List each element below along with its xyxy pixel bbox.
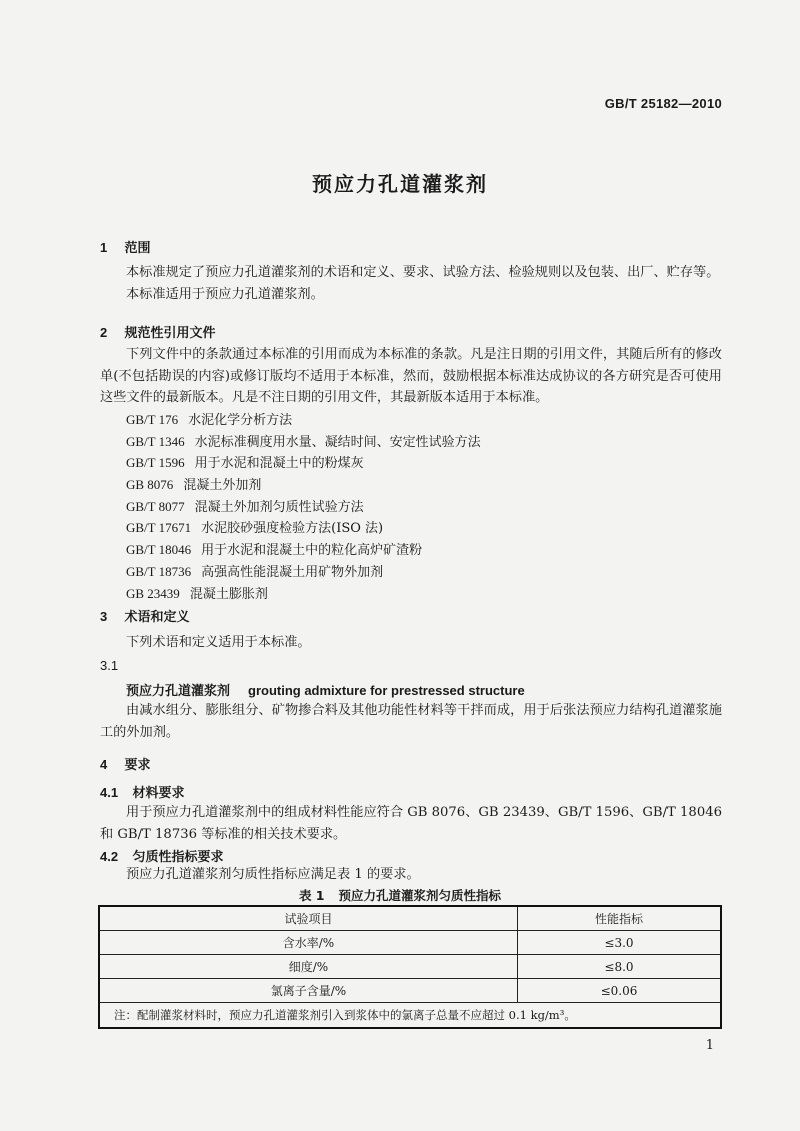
- reference-title: 水泥胶砂强度检验方法(ISO 法): [201, 521, 384, 537]
- section-title: 规范性引用文件: [124, 326, 216, 341]
- page-number: 1: [705, 1038, 714, 1053]
- properties-table: [98, 905, 722, 1029]
- reference-title: 水泥标准稠度用水量、凝结时间、安定性试验方法: [194, 434, 481, 450]
- reference-item: [126, 474, 481, 496]
- reference-title: 混凝土膨胀剂: [189, 586, 268, 602]
- reference-item: [126, 517, 481, 539]
- reference-item: [126, 409, 481, 431]
- subsection-4-2-text: 预应力孔道灌浆剂匀质性指标应满足表 1 的要求。: [126, 867, 420, 882]
- table-cell: ≤0.06: [518, 979, 722, 1003]
- section-1-paragraph-2: 本标准适用于预应力孔道灌浆剂。: [126, 287, 324, 302]
- subsection-4-1-text: 用于预应力孔道灌浆剂中的组成材料性能应符合 GB 8076、GB 23439、GB/T 1596、GB/T 18046 和 GB/T 18736 等标准的相关技术要求。: [100, 805, 722, 842]
- term-definition: 由减水组分、膨胀组分、矿物掺合料及其他功能性材料等干拌而成，用于后张法预应力结构孔道灌浆施工的外加剂。: [100, 703, 722, 740]
- reference-code: GB 23439: [126, 585, 180, 601]
- reference-code: GB/T 18736: [126, 563, 192, 579]
- section-3-heading: [100, 606, 190, 625]
- subsection-4-1-heading: [100, 782, 185, 801]
- reference-title: 水泥化学分析方法: [188, 413, 293, 428]
- table-cell: 细度/%: [99, 955, 518, 979]
- section-1-paragraph-1: 本标准规定了预应力孔道灌浆剂的术语和定义、要求、试验方法、检验规则以及包装、出厂、贮存等。: [126, 265, 720, 280]
- term-heading: [126, 680, 525, 699]
- table-row: [99, 955, 721, 979]
- table-caption: [0, 886, 800, 904]
- reference-title: 用于水泥和混凝土中的粒化高炉矿渣粉: [201, 543, 423, 559]
- section-title: 要求: [124, 758, 151, 773]
- section-2-heading: [100, 322, 216, 341]
- table-row: [99, 931, 721, 955]
- section-number: 3: [100, 609, 108, 624]
- table-row: [99, 979, 721, 1003]
- reference-item: [126, 452, 481, 474]
- reference-code: GB 8076: [126, 477, 174, 493]
- section-3-intro: 下列术语和定义适用于本标准。: [126, 635, 311, 650]
- section-4-heading: [100, 754, 151, 773]
- subsection-4-2-heading: [100, 846, 224, 865]
- term-number: 3.1: [100, 658, 119, 673]
- subsection-title: 材料要求: [132, 786, 185, 801]
- table-number: 表 1: [298, 888, 325, 903]
- section-number: 1: [100, 240, 108, 255]
- section-number: 2: [100, 325, 108, 340]
- reference-title: 高强高性能混凝土用矿物外加剂: [201, 564, 384, 580]
- subsection-number: 4.1: [100, 785, 119, 800]
- subsection-title: 匀质性指标要求: [132, 850, 224, 865]
- section-title: 范围: [124, 241, 151, 256]
- reference-title: 用于水泥和混凝土中的粉煤灰: [194, 456, 364, 472]
- table-cell: ≤3.0: [518, 931, 722, 955]
- reference-list: [126, 409, 481, 604]
- reference-code: GB/T 176: [126, 412, 179, 427]
- table-cell: ≤8.0: [518, 955, 722, 979]
- reference-code: GB/T 17671: [126, 520, 192, 536]
- reference-title: 混凝土外加剂匀质性试验方法: [194, 499, 364, 515]
- reference-item: [126, 583, 481, 605]
- reference-item: [126, 496, 481, 518]
- column-header: 性能指标: [518, 906, 722, 931]
- reference-item: [126, 431, 481, 453]
- column-header: 试验项目: [99, 906, 518, 931]
- reference-title: 混凝土外加剂: [183, 478, 262, 494]
- reference-item: [126, 561, 481, 583]
- reference-code: GB/T 1346: [126, 433, 185, 449]
- reference-item: [126, 539, 481, 561]
- table-header-row: [99, 906, 721, 931]
- reference-code: GB/T 1596: [126, 455, 185, 471]
- term-chinese: 预应力孔道灌浆剂: [126, 684, 231, 699]
- page-title: 预应力孔道灌浆剂: [312, 172, 488, 196]
- table-note-row: [99, 1003, 721, 1029]
- table-cell: 氯离子含量/%: [99, 979, 518, 1003]
- table-note: 注：配制灌浆材料时，预应力孔道灌浆剂引入到浆体中的氯离子总量不应超过 0.1 kg/m³。: [99, 1003, 721, 1029]
- term-english: grouting admixture for prestressed structure: [248, 683, 525, 698]
- standard-code: GB/T 25182—2010: [604, 96, 722, 111]
- subsection-number: 4.2: [100, 849, 119, 864]
- section-2-intro: 下列文件中的条款通过本标准的引用而成为本标准的条款。凡是注日期的引用文件，其随后所有的修改单(不包括勘误的内容)或修订版均不适用于本标准，然而，鼓励根据本标准达成协议的各方研究是否可使用这些文件的最新版本。凡是不注日期的引用文件，其最新版本适用于本标准。: [100, 347, 722, 405]
- section-title: 术语和定义: [124, 610, 190, 625]
- table-cell: 含水率/%: [99, 931, 518, 955]
- reference-code: GB/T 8077: [126, 498, 185, 514]
- section-1-heading: [100, 237, 151, 256]
- section-number: 4: [100, 757, 108, 772]
- table-title: 预应力孔道灌浆剂匀质性指标: [338, 888, 502, 903]
- reference-code: GB/T 18046: [126, 542, 192, 558]
